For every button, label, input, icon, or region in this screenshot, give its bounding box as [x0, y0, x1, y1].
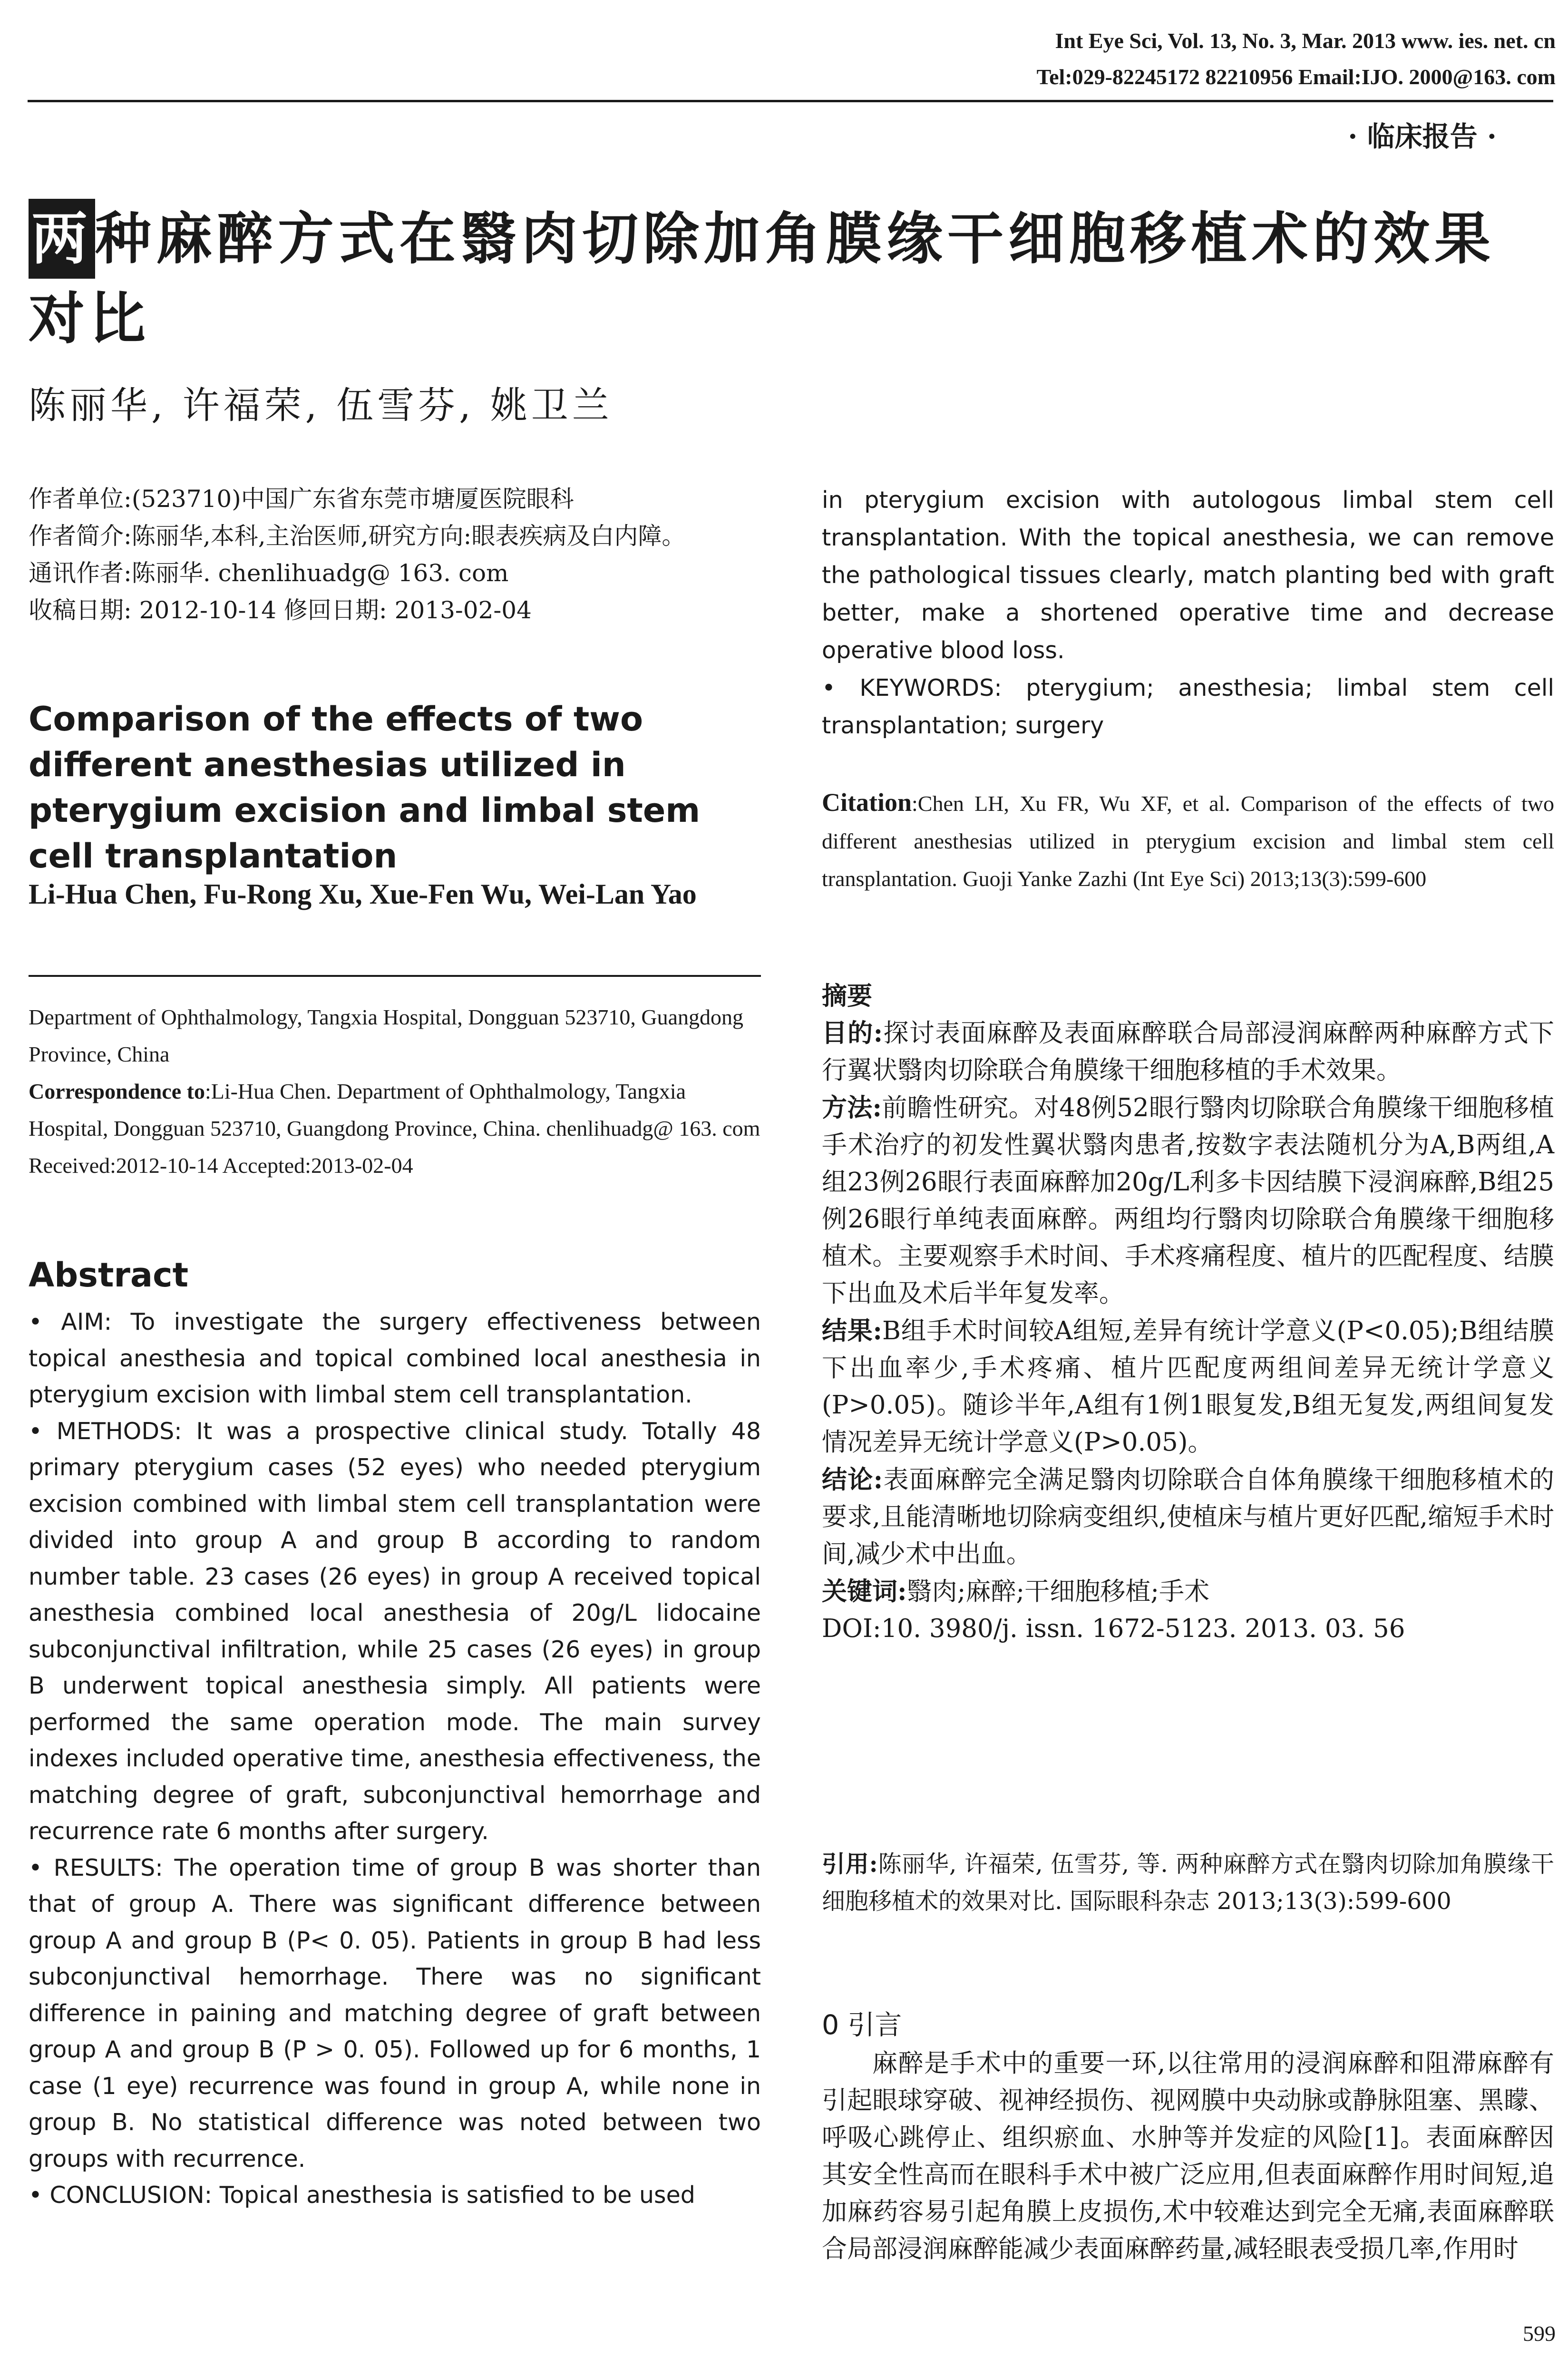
abstract-cn-conclusion	[822, 1461, 1554, 1573]
abstract-cn-heading: 摘要	[822, 981, 872, 1011]
abstract-heading: Abstract	[29, 1256, 189, 1295]
abstract-methods: • METHODS: It was a prospective clinical study. Totally 48 primary pterygium cases (52 eyes) who needed pterygium excision combined with limbal stem cell transplantation were divided into group A and group B according to random number table. 23 cases (26 eyes) in group A received topical anesthesia combined local anesthesia of 20g/L lidocaine subconjunctival infiltration, while 25 cases (26 eyes) in group B underwent topical anesthesia simply. All patients were performed the same operation mode. The main survey indexes included operative time, anesthesia effectiveness, the matching degree of graft, subconjunctival hemorrhage and recurrence rate 6 months after surgery.	[29, 1417, 761, 1845]
results-label: 结果:	[822, 1316, 882, 1345]
citation-text: :Chen LH, Xu FR, Wu XF, et al. Comparison of the effects of two different anesthesias utilized in pterygium excision and limbal stem cell transplantation. Guoji Yanke Zazhi (Int Eye Sci) 2013;13(3):599-600	[822, 791, 1554, 891]
author-bio-cn: 作者简介:陈丽华,本科,主治医师,研究方向:眼表疾病及白内障。	[29, 522, 686, 550]
keywords-label: 关键词:	[822, 1577, 907, 1606]
citation-cn	[822, 1845, 1554, 1920]
affiliation-en: Department of Ophthalmology, Tangxia Hospital, Dongguan 523710, Guangdong Province, China	[29, 1005, 744, 1066]
title-rest: 种麻醉方式在翳肉切除加角膜缘干细胞移植术的效果对比	[29, 205, 1496, 351]
author-affiliation-cn: 作者单位:(523710)中国广东省东莞市塘厦医院眼科	[29, 485, 574, 513]
correspondence-label: Correspondence to	[29, 1079, 205, 1103]
abstract-conclusion-cont: in pterygium excision with autologous limbal stem cell transplantation. With the topical anesthesia, we can remove the pathological tissues clearly, match planting bed with graft better, make a shortened operative time and decrease operative blood loss.	[822, 487, 1554, 664]
article-title	[29, 199, 1541, 359]
abstract-en-continued	[822, 481, 1554, 744]
abstract-cn-aim	[822, 1014, 1554, 1089]
methods-label: 方法:	[822, 1093, 882, 1122]
journal-header: Int Eye Sci, Vol. 13, No. 3, Mar. 2013 www. ies. net. cn	[1055, 29, 1556, 53]
conclusion-label: 结论:	[822, 1465, 883, 1494]
abstract-aim: • AIM: To investigate the surgery effectiveness between topical anesthesia and topical combined local anesthesia in pterygium excision with limbal stem cell transplantation.	[29, 1308, 761, 1408]
keywords-text: 翳肉;麻醉;干细胞移植;手术	[906, 1577, 1210, 1606]
divider	[29, 975, 761, 977]
citation-cn-text: 陈丽华, 许福荣, 伍雪芬, 等. 两种麻醉方式在翳肉切除加角膜缘干细胞移植术的效果对比. 国际眼科杂志 2013;13(3):599-600	[822, 1851, 1554, 1915]
citation-cn-label: 引用:	[822, 1850, 878, 1878]
received-dates-en: Received:2012-10-14 Accepted:2013-02-04	[29, 1153, 413, 1178]
title-en: Comparison of the effects of two different anesthesias utilized in pterygium excision and limbal stem cell transplantation	[29, 700, 701, 876]
abstract-cn-results	[822, 1312, 1554, 1461]
doi: DOI:10. 3980/j. issn. 1672-5123. 2013. 03. 56	[822, 1614, 1405, 1643]
intro-paragraph: 麻醉是手术中的重要一环,以往常用的浸润麻醉和阻滞麻醉有引起眼球穿破、视神经损伤、视网膜中央动脉或静脉阻塞、黑矇、呼吸心跳停止、组织瘀血、水肿等并发症的风险[1]。表面麻醉因其安全性高而在眼科手术中被广泛应用,但表面麻醉作用时间短,追加麻药容易引起角膜上皮损伤,术中较难达到完全无痛,表面麻醉联合局部浸润麻醉能减少表面麻醉药量,减轻眼表受损几率,作用时	[822, 2049, 1554, 2263]
abstract-cn	[822, 977, 1554, 1647]
authors-cn: 陈丽华, 许福荣, 伍雪芬, 姚卫兰	[29, 384, 613, 427]
citation-label: Citation	[822, 788, 912, 817]
author-info-cn	[29, 480, 770, 629]
methods-text: 前瞻性研究。对48例52眼行翳肉切除联合角膜缘干细胞移植手术治疗的初发性翼状翳肉患者,按数字表法随机分为A,B两组,A组23例26眼行表面麻醉加20g/L利多卡因结膜下浸润麻醉,B组25例26眼行单纯表面麻醉。两组均行翳肉切除联合角膜缘干细胞移植术。主要观察手术时间、手术疼痛程度、植片的匹配程度、结膜下出血及术后半年复发率。	[822, 1093, 1554, 1308]
abstract-results: • RESULTS: The operation time of group B was shorter than that of group A. There was significant difference between group A and group B (P< 0. 05). Patients in group B had less subconjunctival hemorrhage. There was no significant difference in paining and matching degree of graft between group A and group B (P > 0. 05). Followed up for 6 months, 1 case (1 eye) recurrence was found in group A, while none in group B. No statistical difference was noted between two groups with recurrence.	[29, 1854, 761, 2172]
aim-label: 目的:	[822, 1018, 883, 1048]
correspondence-en	[29, 1073, 770, 1147]
intro-heading: 0 引言	[822, 2009, 902, 2041]
affiliation-block	[29, 999, 770, 1184]
authors-en: Li-Hua Chen, Fu-Rong Xu, Xue-Fen Wu, Wei-Lan Yao	[29, 878, 697, 910]
corresponding-author-cn: 通讯作者:陈丽华. chenlihuadg@ 163. com	[29, 559, 509, 587]
abstract-cn-methods	[822, 1089, 1554, 1312]
header-rule	[28, 100, 1553, 102]
journal-contact: Tel:029-82245172 82210956 Email:IJO. 2000@163. com	[1036, 65, 1556, 89]
correspondence-text: :Li-Hua Chen. Department of Ophthalmology, Tangxia Hospital, Dongguan 523710, Guangdong Province, China. chenlihuadg@ 163. com	[29, 1079, 760, 1140]
citation-en	[822, 784, 1554, 897]
page-number: 599	[1523, 2321, 1556, 2346]
title-first-char: 两	[29, 199, 95, 279]
abstract-cn-keywords	[822, 1573, 1554, 1610]
section-tag: · 临床报告 ·	[1348, 120, 1497, 153]
dates-cn: 收稿日期: 2012-10-14 修回日期: 2013-02-04	[29, 596, 532, 624]
conclusion-text: 表面麻醉完全满足翳肉切除联合自体角膜缘干细胞移植术的要求,且能清晰地切除病变组织,使植床与植片更好匹配,缩短手术时间,减少术中出血。	[822, 1465, 1554, 1568]
abstract-en	[29, 1304, 761, 2214]
abstract-keywords: • KEYWORDS: pterygium; anesthesia; limbal stem cell transplantation; surgery	[822, 674, 1554, 739]
aim-text: 探讨表面麻醉及表面麻醉联合局部浸润麻醉两种麻醉方式下行翼状翳肉切除联合角膜缘干细胞移植的手术效果。	[822, 1019, 1554, 1085]
results-text: B组手术时间较A组短,差异有统计学意义(P<0.05);B组结膜下出血率少,手术疼痛、植片匹配度两组间差异无统计学意义(P>0.05)。随诊半年,A组有1例1眼复发,B组无复发,两组间复发情况差异无统计学意义(P>0.05)。	[822, 1316, 1554, 1457]
abstract-conclusion-start: • CONCLUSION: Topical anesthesia is satisfied to be used	[29, 2182, 695, 2209]
